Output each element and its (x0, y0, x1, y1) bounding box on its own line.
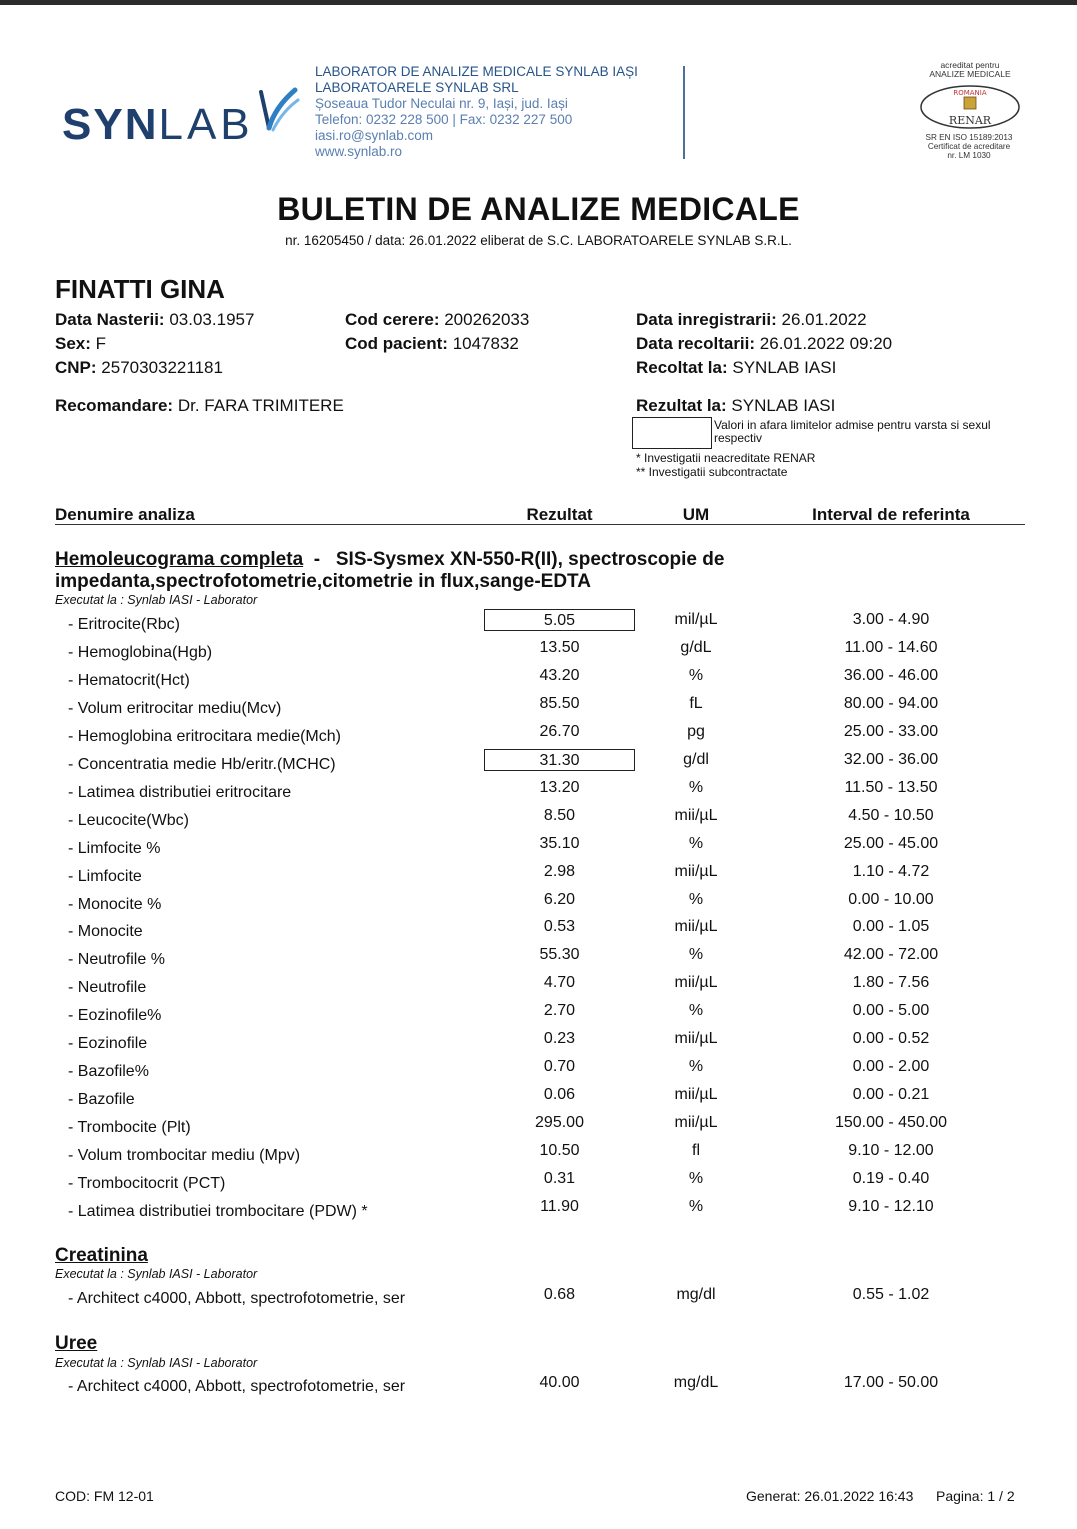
lab-address: Șoseaua Tudor Neculai nr. 9, Iași, jud. Iași (315, 96, 568, 111)
test-result: 0.70 (543, 1058, 576, 1076)
col-header-um: UM (682, 505, 710, 524)
test-unit: mii/µL (674, 1114, 718, 1132)
header-divider (683, 66, 685, 159)
test-unit: % (688, 946, 704, 964)
test-unit: mii/µL (674, 806, 718, 824)
test-name: - Volum trombocitar mediu (Mpv) (68, 1147, 301, 1165)
recommendation-field: Recomandare: Dr. FARA TRIMITERE (55, 396, 344, 415)
test-name: - Architect c4000, Abbott, spectrofotometrie, ser (68, 1378, 406, 1395)
test-name: - Trombocitocrit (PCT) (68, 1175, 226, 1192)
footer-generated: Generat: 26.01.2022 16:43 (746, 1488, 914, 1504)
test-unit: % (688, 1170, 704, 1187)
section-title-creatinina: Creatinina (55, 1245, 148, 1266)
section-executed-hemoleucograma: Executat la : Synlab IASI - Laborator (55, 593, 258, 607)
test-name: - Latimea distributiei eritrocitare (68, 783, 292, 801)
test-result: 295.00 (535, 1114, 584, 1132)
test-result: 35.10 (539, 834, 580, 852)
test-result: 2.70 (543, 1002, 576, 1020)
lab-website: www.synlab.ro (315, 144, 403, 159)
test-result: 4.70 (543, 974, 576, 992)
test-result: 43.20 (539, 666, 580, 684)
test-unit: mg/dl (676, 1286, 716, 1303)
test-result: 0.53 (543, 918, 576, 936)
test-result-flagged: 31.30 (484, 749, 635, 771)
out-of-range-legend-box (632, 417, 712, 449)
test-name: - Limfocite (68, 867, 142, 885)
test-reference-range: 36.00 - 46.00 (843, 666, 939, 684)
svg-text:ROMANIA: ROMANIA (953, 89, 987, 97)
collected-at-field: Recoltat la: SYNLAB IASI (636, 358, 837, 377)
test-name: - Volum eritrocitar mediu(Mcv) (68, 699, 282, 717)
note-non-accredited: * Investigatii neacreditate RENAR (636, 451, 816, 465)
test-result: 6.20 (543, 890, 576, 908)
test-reference-range: 11.50 - 13.50 (844, 778, 938, 796)
svg-text:RENAR: RENAR (948, 114, 992, 127)
test-reference-range: 150.00 - 450.00 (834, 1114, 948, 1132)
test-result: 26.70 (539, 722, 580, 740)
test-reference-range: 9.10 - 12.10 (848, 1197, 934, 1215)
test-name: - Concentratia medie Hb/eritr.(MCHC) (68, 755, 336, 773)
synlab-logo-mark-icon (255, 84, 301, 147)
test-name: - Monocite % (68, 895, 162, 913)
test-reference-range: 42.00 - 72.00 (843, 946, 939, 964)
patient-code-field: Cod pacient: 1047832 (345, 334, 519, 353)
registration-date-field: Data inregistrarii: 26.01.2022 (636, 310, 867, 329)
test-result: 10.50 (539, 1142, 580, 1160)
note-subcontracted: ** Investigatii subcontractate (636, 465, 788, 479)
test-unit: mii/µL (674, 862, 718, 880)
birth-date-field: Data Nasterii: 03.03.1957 (55, 310, 255, 329)
test-unit: % (688, 890, 704, 908)
test-reference-range: 1.10 - 4.72 (852, 862, 930, 880)
test-reference-range: 4.50 - 10.50 (848, 806, 934, 824)
test-result: 2.98 (543, 862, 576, 880)
test-unit: % (688, 778, 704, 796)
renar-logo-icon (918, 84, 1022, 135)
test-unit: fL (689, 694, 703, 712)
collection-date-field: Data recoltarii: 26.01.2022 09:20 (636, 334, 893, 353)
cnp-field: CNP: 2570303221181 (55, 358, 223, 377)
test-reference-range: 9.10 - 12.00 (848, 1142, 934, 1160)
test-result: 0.31 (543, 1170, 576, 1187)
test-unit: % (688, 1058, 704, 1076)
test-reference-range: 0.19 - 0.40 (852, 1170, 930, 1187)
test-unit: fl (692, 1142, 700, 1160)
test-name: - Hematocrit(Hct) (68, 671, 190, 689)
test-result: 0.06 (543, 1086, 576, 1104)
test-name: - Neutrofile (68, 979, 147, 997)
test-result-flagged: 5.05 (484, 609, 635, 631)
test-unit: pg (687, 722, 705, 740)
test-unit: g/dl (683, 750, 709, 768)
test-reference-range: 17.00 - 50.00 (843, 1374, 939, 1391)
test-name: - Hemoglobina eritrocitara medie(Mch) (68, 727, 341, 745)
patient-name: FINATTI GINA (55, 274, 225, 304)
test-reference-range: 0.00 - 0.52 (852, 1030, 930, 1048)
test-name: - Eozinofile (68, 1035, 148, 1053)
test-unit: % (688, 834, 704, 852)
lab-contact-block (315, 64, 638, 160)
test-name: - Limfocite % (68, 839, 161, 857)
test-name: - Latimea distributiei trombocitare (PDW) * (68, 1202, 368, 1220)
test-result: 40.00 (539, 1374, 580, 1391)
test-reference-range: 3.00 - 4.90 (852, 611, 930, 628)
test-unit: % (688, 1197, 704, 1215)
synlab-logo: SYNLAB (62, 100, 254, 149)
test-reference-range: 0.00 - 10.00 (848, 890, 934, 908)
lab-company: LABORATOARELE SYNLAB SRL (315, 80, 519, 95)
test-reference-range: 0.00 - 1.05 (852, 918, 930, 936)
section-title-uree: Uree (55, 1333, 98, 1354)
test-reference-range: 0.00 - 5.00 (852, 1002, 930, 1020)
col-header-reference: Interval de referinta (812, 505, 970, 524)
footer-page: Pagina: 1 / 2 (936, 1488, 1015, 1504)
test-unit: mii/µL (674, 1086, 718, 1104)
table-header-rule (55, 524, 1025, 525)
sex-field: Sex: F (55, 334, 107, 353)
test-unit: mil/µL (674, 611, 718, 628)
request-code-field: Cod cerere: 200262033 (345, 310, 530, 329)
test-unit: % (688, 666, 704, 684)
lab-name: LABORATOR DE ANALIZE MEDICALE SYNLAB IAȘI (315, 64, 638, 79)
lab-phone: Telefon: 0232 228 500 | Fax: 0232 227 500 (315, 112, 573, 127)
test-reference-range: 0.00 - 2.00 (852, 1058, 930, 1076)
test-name: - Neutrofile % (68, 951, 165, 969)
test-unit: mii/µL (674, 918, 718, 936)
test-reference-range: 11.00 - 14.60 (844, 638, 938, 656)
test-name: - Bazofile (68, 1091, 135, 1109)
test-unit: g/dL (680, 638, 712, 656)
test-result: 85.50 (539, 694, 580, 712)
test-name: - Bazofile% (68, 1063, 149, 1081)
col-header-result: Rezultat (526, 505, 593, 524)
test-result: 55.30 (539, 946, 580, 964)
test-unit: mii/µL (674, 1030, 718, 1048)
test-name: - Architect c4000, Abbott, spectrofotometrie, ser (68, 1290, 406, 1307)
test-reference-range: 0.00 - 0.21 (852, 1086, 930, 1104)
result-at-field: Rezultat la: SYNLAB IASI (636, 396, 836, 415)
test-reference-range: 80.00 - 94.00 (843, 694, 939, 712)
out-of-range-legend-text: Valori in afara limitelor admise pentru varsta si sexul respectiv (714, 418, 991, 445)
document-title: BULETIN DE ANALIZE MEDICALE (277, 191, 800, 227)
test-result: 11.90 (540, 1197, 579, 1215)
test-reference-range: 1.80 - 7.56 (852, 974, 930, 992)
test-name: - Trombocite (Plt) (68, 1119, 191, 1137)
test-name: - Leucocite(Wbc) (68, 811, 189, 829)
test-result: 8.50 (543, 806, 576, 824)
test-reference-range: 32.00 - 36.00 (843, 750, 939, 768)
section-title-hemoleucograma: Hemoleucograma completa - SIS-Sysmex XN-550-R(II), spectroscopie de (55, 549, 725, 570)
test-name: - Eritrocite(Rbc) (68, 616, 181, 633)
test-reference-range: 0.55 - 1.02 (852, 1286, 930, 1303)
test-unit: mii/µL (674, 974, 718, 992)
test-result: 0.23 (543, 1030, 576, 1048)
accreditation-bottom-text: SR EN ISO 15189:2013 Certificat de acreditare nr. LM 1030 (925, 133, 1013, 160)
test-name: - Eozinofile% (68, 1007, 162, 1025)
test-reference-range: 25.00 - 45.00 (843, 834, 939, 852)
test-unit: mg/dL (673, 1374, 719, 1391)
top-border (0, 0, 1077, 5)
test-result: 13.20 (539, 778, 580, 796)
accreditation-top-text: acreditat pentru ANALIZE MEDICALE (929, 60, 1011, 79)
section-executed-uree: Executat la : Synlab IASI - Laborator (55, 1356, 258, 1370)
section-executed-creatinina: Executat la : Synlab IASI - Laborator (55, 1267, 258, 1281)
test-reference-range: 25.00 - 33.00 (843, 722, 939, 740)
test-result: 0.68 (543, 1286, 576, 1303)
col-header-name: Denumire analiza (55, 505, 195, 524)
footer-code: COD: FM 12-01 (55, 1488, 154, 1504)
test-result: 13.50 (539, 638, 580, 656)
section-method-hemoleucograma: impedanta,spectrofotometrie,citometrie in flux,sange-EDTA (55, 571, 591, 592)
document-subtitle: nr. 16205450 / data: 26.01.2022 eliberat de S.C. LABORATOARELE SYNLAB S.R.L. (285, 233, 792, 248)
test-name: - Hemoglobina(Hgb) (68, 643, 213, 661)
test-name: - Monocite (68, 923, 143, 941)
lab-email: iasi.ro@synlab.com (315, 128, 433, 143)
test-unit: % (688, 1002, 704, 1020)
